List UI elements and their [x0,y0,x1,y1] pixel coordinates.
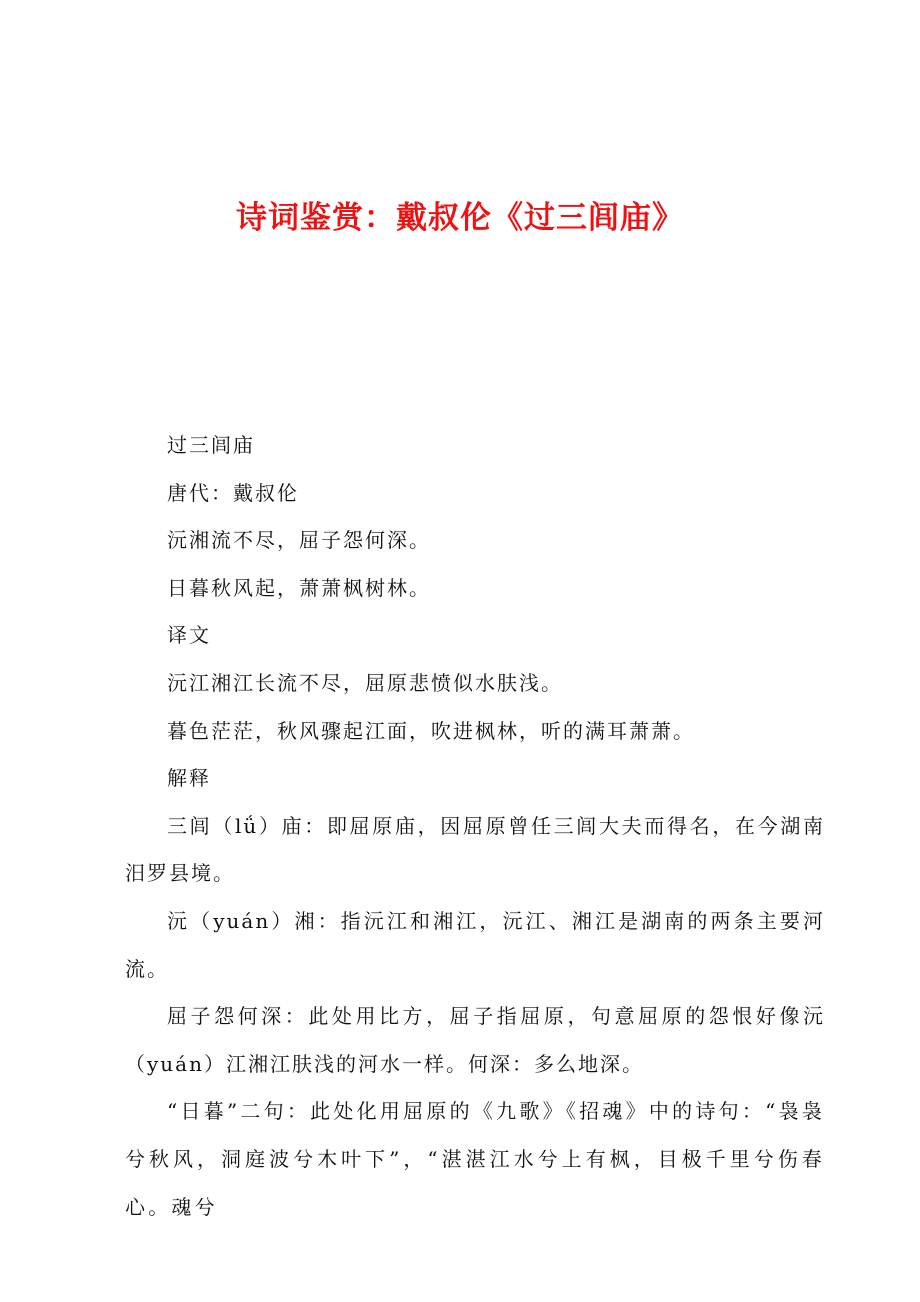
poem-line: 沅湘流不尽，屈子怨何深。 [167,528,431,553]
document-body [125,422,825,1231]
poem-author: 唐代：戴叔伦 [167,480,299,505]
section-heading-translation: 译文 [167,623,211,648]
translation-line: 暮色茫茫，秋风骤起江面，吹进枫林，听的满耳萧萧。 [167,718,695,743]
poem-title: 过三闾庙 [167,433,255,457]
note-paragraph: 三闾（lǘ）庙：即屈原庙，因屈原曾任三闾大夫而得名，在今湖南汨罗县境。 [125,813,825,886]
poem-line: 日暮秋风起，萧萧枫树林。 [167,575,431,600]
document-title: 诗词鉴赏：戴叔伦《过三闾庙》 [236,200,684,236]
note-paragraph: “日暮”二句：此处化用屈原的《九歌》《招魂》中的诗句：“袅袅兮秋风，洞庭波兮木叶下”，“湛湛江水兮上有枫，目极千里兮伤春心。魂兮 [125,1099,825,1219]
translation-line: 沅江湘江长流不尽，屈原悲愤似水肤浅。 [167,670,563,695]
note-paragraph: 沅（yuán）湘：指沅江和湘江，沅江、湘江是湖南的两条主要河流。 [125,908,825,981]
section-heading-notes: 解释 [167,766,211,791]
note-paragraph: 屈子怨何深：此处用比方，屈子指屈原，句意屈原的怨恨好像沅（yuán）江湘江肤浅的河水一样。何深：多么地深。 [125,1004,825,1076]
